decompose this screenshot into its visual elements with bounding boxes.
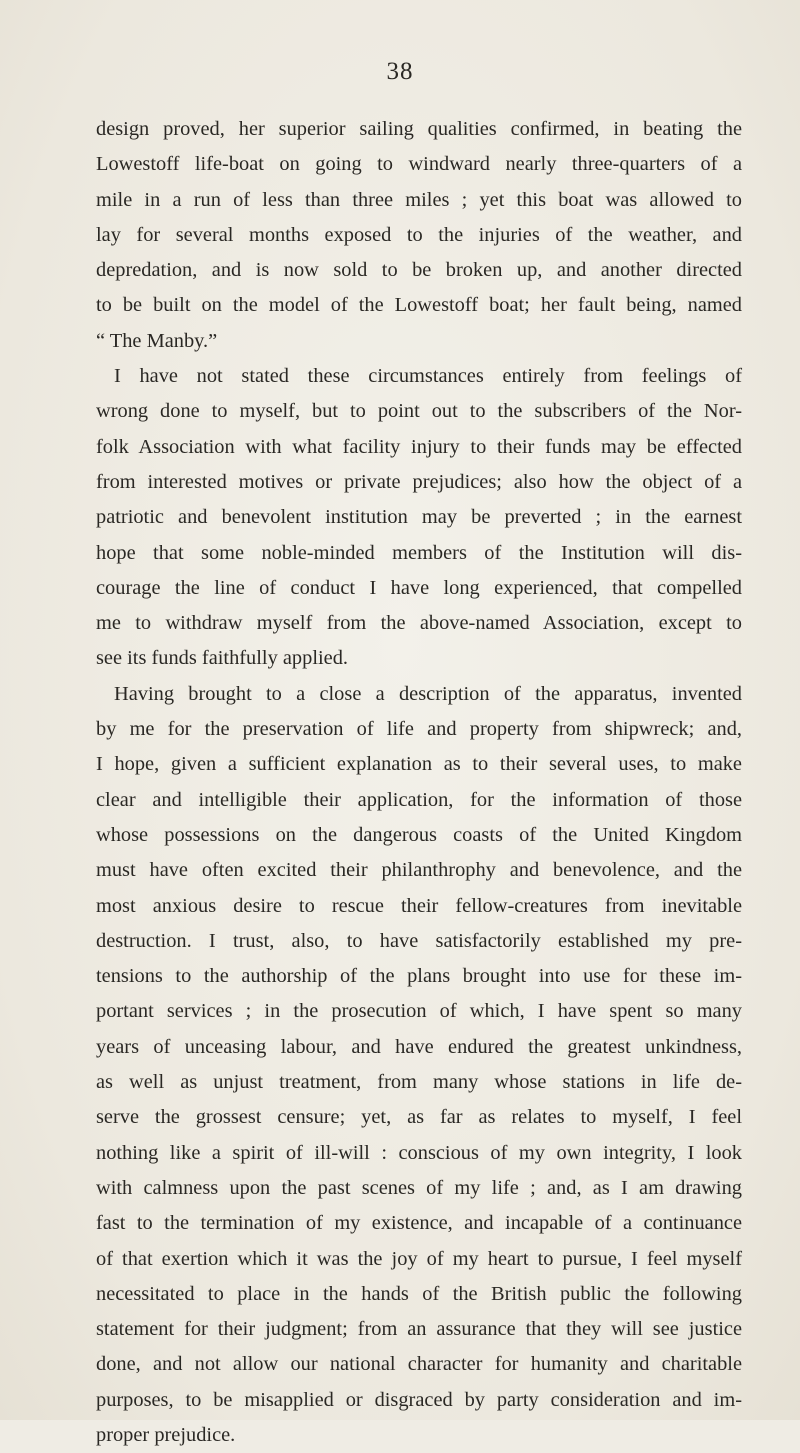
text-line: hope that some noble-minded members of the Institution will dis- [96,541,742,564]
text-line: design proved, her superior sailing qualities confirmed, in beating the [96,118,742,140]
text-line: I hope, given a sufficient explanation as to their several uses, to make [96,753,742,776]
text-line: wrong done to myself, but to point out to the subscribers of the Nor- [96,400,742,423]
text-line: by me for the preservation of life and property from shipwreck; and, [96,718,742,741]
text-line: me to withdraw myself from the above-named Association, except to [96,612,742,635]
text-line: years of unceasing labour, and have endured the greatest unkindness, [96,1035,742,1058]
text-line: of that exertion which it was the joy of my heart to pursue, I feel myself [96,1247,742,1270]
body-text [96,112,742,1453]
text-line: must have often excited their philanthrophy and benevolence, and the [96,859,742,882]
text-line: tensions to the authorship of the plans brought into use for these im- [96,965,742,988]
text-line: whose possessions on the dangerous coasts of the United Kingdom [96,823,742,846]
text-line: I have not stated these circumstances entirely from feelings of [114,365,742,388]
text-line: purposes, to be misapplied or disgraced by party consideration and im- [96,1388,742,1411]
text-line: Lowestoff life-boat on going to windward nearly three-quarters of a [96,153,742,176]
text-line: done, and not allow our national character for humanity and charitable [96,1353,742,1376]
text-line: courage the line of conduct I have long experienced, that compelled [96,576,742,599]
text-line: patriotic and benevolent institution may be preverted ; in the earnest [96,506,742,529]
text-line: most anxious desire to rescue their fellow-creatures from inevitable [96,894,742,917]
text-line: Having brought to a close a description of the apparatus, invented [114,682,742,705]
text-line: statement for their judgment; from an assurance that they will see justice [96,1318,742,1341]
text-line: serve the grossest censure; yet, as far as relates to myself, I feel [96,1106,742,1129]
text-line: proper prejudice. [96,1423,236,1446]
text-line: depredation, and is now sold to be broken up, and another directed [96,259,742,282]
text-line: from interested motives or private prejudices; also how the object of a [96,470,742,493]
text-line: fast to the termination of my existence, and incapable of a continuance [96,1212,742,1235]
text-line: see its funds faithfully applied. [96,647,348,670]
text-line: destruction. I trust, also, to have satisfactorily established my pre- [96,929,742,952]
text-line: nothing like a spirit of ill-will : conscious of my own integrity, I look [96,1141,742,1164]
text-line: “ The Manby.” [96,329,218,352]
text-line: lay for several months exposed to the injuries of the weather, and [96,223,742,246]
text-line: folk Association with what facility injury to their funds may be effected [96,435,742,458]
text-line: mile in a run of less than three miles ; yet this boat was allowed to [96,188,742,211]
text-line: necessitated to place in the hands of the British public the following [96,1282,742,1305]
page-number: 38 [386,58,414,85]
text-line: to be built on the model of the Lowestoff boat; her fault being, named [96,294,742,317]
text-line: portant services ; in the prosecution of which, I have spent so many [96,1000,742,1023]
text-line: with calmness upon the past scenes of my life ; and, as I am drawing [96,1176,742,1199]
text-line: as well as unjust treatment, from many whose stations in life de- [96,1071,742,1094]
text-line: clear and intelligible their application, for the information of those [96,788,742,811]
